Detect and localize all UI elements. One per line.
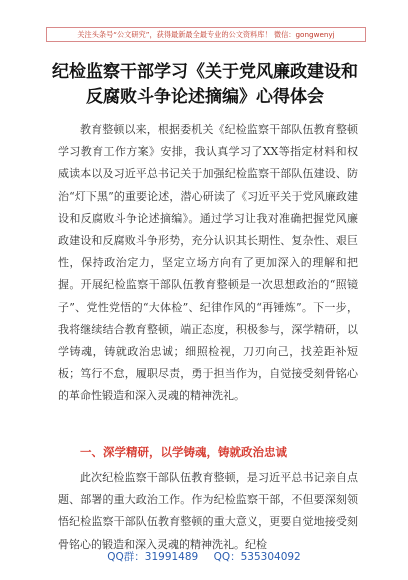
section-heading-1: 一、深学精研，以学铸魂，铸就政治忠诚 — [80, 445, 287, 459]
page-title — [40, 60, 370, 110]
intro-paragraph: 教育整顿以来，根据委机关《纪检监察干部队伍教育整顿学习教育工作方案》安排，我认真学习了XX等指定材料和权威读本以及习近平总书记关于加强纪检监察干部队伍建设、防治“灯下黑”的重要论述，潜心研读了《习近平关于党风廉政建设和反腐败斗争论述摘编》。通过学习让我对准确把握党风廉政建设和反腐败斗争形势，充分认识其长期性、复杂性、艰巨性，保持政治定力，坚定立场方向有了更加深入的理解和把握。开展纪检监察干部队伍教育整顿是一次思想政治的“照镜子”、党性党悟的“大体检”、纪律作风的“再锤炼”。下一步，我将继续结合教育整顿，端正态度，积极参与，深学精研，以学铸魂，铸就政治忠诚；细照检视，刀刃向己，找差距补短板；笃行不怠，履职尽责，勇于担当作为，自觉接受刻骨铭心的革命性锻造和深入灵魂的精神洗礼。 — [58, 123, 358, 403]
section-1-paragraph: 此次纪检监察干部队伍教育整顿，是习近平总书记亲自点题、部署的重大政治工作。作为纪检监察干部，不但要深刻领悟纪检监察干部队伍教育整顿的重大意义，更要自觉地接受刻骨铭心的锻造和深入灵魂的精神洗礼。纪检 — [58, 471, 358, 551]
title-line-1: 纪检监察干部学习《关于党风廉政建设和 — [52, 62, 358, 82]
footer-contact — [0, 549, 408, 564]
footer-qq: QQ：535304092 — [213, 551, 301, 563]
footer-qq-group: QQ群：31991489 — [107, 551, 199, 563]
promo-banner: 关注头条号“公文研究”，获得最新最全最专业的公文资料库！ 微信：gongwenyj — [46, 27, 366, 42]
title-line-2: 反腐败斗争论述摘编》心得体会 — [86, 87, 324, 107]
